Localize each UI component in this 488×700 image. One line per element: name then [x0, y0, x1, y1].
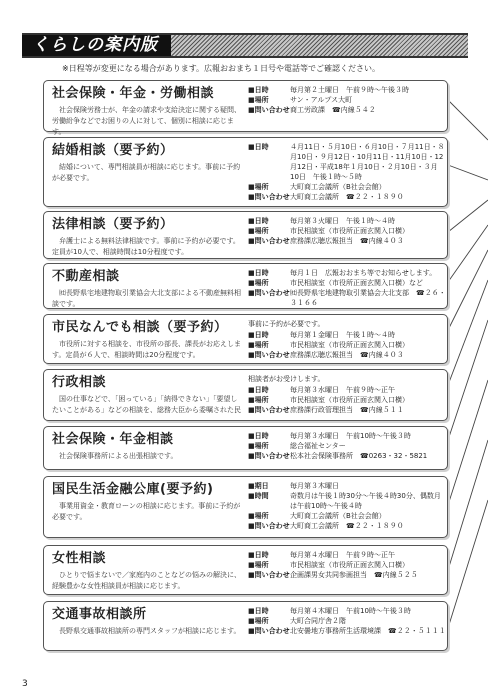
- label-datetime: ■日時: [248, 551, 269, 559]
- section-kotsu-jiko: [43, 601, 448, 651]
- section-description: 国の仕事などで、「困っている」「納得できない」「要望したいことがある」などの相談を、総務大臣から委嘱された民: [52, 395, 241, 414]
- label-datetime: ■日時: [248, 269, 269, 277]
- label-datetime: ■日時: [248, 217, 269, 225]
- label-contact: ■問い合わせ: [248, 237, 290, 245]
- section-title: 社会保険・年金・労働相談: [52, 86, 215, 101]
- value-place: 市民相談室（市役所正面玄関入口横）など: [290, 279, 423, 287]
- title-band: [22, 33, 468, 58]
- value-contact: 庶務課広聴広報担当 ☎内線４０３: [290, 237, 404, 245]
- section-title: 女性相談: [52, 551, 107, 566]
- value-contact: 大町商工会議所 ☎２２・１８９０: [290, 522, 404, 530]
- label-place: ■場所: [248, 341, 269, 349]
- section-description: 結婚について、専門相談員が相談に応じます。事前に予約が必要です。: [52, 163, 241, 182]
- label-contact: ■問い合わせ: [248, 106, 290, 114]
- value-place: 市民相談室（市役所正面玄関入口横）: [290, 341, 409, 349]
- value-datetime: 毎月第３水曜日 午前９時～正午: [290, 386, 395, 394]
- section-title: 行政相談: [52, 375, 107, 390]
- page-title: くらしの案内版: [22, 35, 171, 56]
- label-place: ■場所: [248, 396, 269, 404]
- value-contact: 庶務課広聴広報担当 ☎内線４０３: [290, 351, 404, 359]
- label-contact: ■問い合わせ: [248, 289, 290, 297]
- section-description: 市役所に対する相談を、市役所の部長、課長がお応えします。定員が６人で、相談時間は20分程度です。: [52, 340, 241, 359]
- value-contact: 北安曇地方事務所生活環境課 ☎２２・５１１１: [290, 627, 446, 635]
- label-place: ■場所: [248, 183, 269, 191]
- section-description: ひとりで悩まないで／家庭内のことなどの悩みの解決に、経験豊かな女性相談員が相談に応じます。: [52, 571, 241, 590]
- label-place: ■場所: [248, 512, 269, 520]
- label-place: ■場所: [248, 279, 269, 287]
- notice-text: ※日程等が変更になる場合があります。広報おおまち１日号や電話等でご確認ください。: [62, 64, 381, 73]
- label-date: ■期日: [248, 482, 269, 490]
- section-title: 法律相談（要予約）: [52, 217, 174, 232]
- value-place: 市民相談室（市役所正面玄関入口横）: [290, 227, 409, 235]
- label-contact: ■問い合わせ: [248, 452, 290, 460]
- section-title: 社会保険・年金相談: [52, 432, 174, 447]
- label-datetime: ■日時: [248, 386, 269, 394]
- section-title: 市民なんでも相談（要予約）: [52, 320, 228, 335]
- section-title: 不動産相談: [52, 269, 120, 284]
- value-date: 毎月第３木曜日: [290, 482, 339, 490]
- label-place: ■場所: [248, 96, 269, 104]
- section-description: 長野県交通事故相談所の専門スタッフが相談に応じます。: [59, 627, 241, 635]
- section-horitsu: [43, 211, 448, 259]
- section-title: 結婚相談（要予約）: [52, 143, 174, 158]
- label-datetime: ■日時: [248, 432, 269, 440]
- label-place: ■場所: [248, 561, 269, 569]
- value-place: サン・アルプス大町: [290, 96, 353, 104]
- section-kokumin-seikatsu: [43, 476, 448, 538]
- label-place: ■場所: [248, 442, 269, 450]
- value-contact: ㈳長野県宅地建物取引業協会大北支部 ☎２６・３１６６: [290, 289, 446, 307]
- value-place: 市民相談室（市役所正面玄関入口横）: [290, 396, 409, 404]
- section-description: 弁護士による無料法律相談です。事前に予約が必要です。定員が10人で、相談時間は10分程度です。: [52, 237, 240, 256]
- label-contact: ■問い合わせ: [248, 193, 290, 201]
- label-place: ■場所: [248, 227, 269, 235]
- value-datetime: 毎月第４木曜日 午前10時～午後３時: [290, 607, 411, 615]
- section-description: 社会保険事務所による出張相談です。: [59, 452, 178, 460]
- value-contact: 庶務課行政管理担当 ☎内線５１１: [290, 406, 404, 414]
- section-shimin-nandemo: [43, 314, 448, 364]
- label-contact: ■問い合わせ: [248, 406, 290, 414]
- label-contact: ■問い合わせ: [248, 571, 290, 579]
- page-number: 3: [22, 679, 28, 689]
- label-contact: ■問い合わせ: [248, 627, 290, 635]
- section-shakai-hoken-nenkin: [43, 426, 448, 470]
- section-note: 相談者がお受けします。: [248, 375, 325, 383]
- label-datetime: ■日時: [248, 143, 269, 151]
- value-contact: 大町商工会議所 ☎２２・１８９０: [290, 193, 404, 201]
- value-datetime: 毎月第１金曜日 午後１時～４時: [290, 331, 395, 339]
- section-description: 事業用資金・教育ローンの相談に応じます。事前に予約が必要です。: [52, 502, 241, 521]
- value-datetime: 毎月第３水曜日 午前10時～午後３時: [290, 432, 411, 440]
- value-place: 総合福祉センター: [290, 442, 346, 450]
- value-datetime: 毎月１日 広報おおまち等でお知らせします。: [290, 269, 437, 277]
- label-contact: ■問い合わせ: [248, 522, 290, 530]
- label-datetime: ■日時: [248, 86, 269, 94]
- value-datetime: 毎月第３火曜日 午後１時～４時: [290, 217, 395, 225]
- value-place: 大町商工会議所（B社会会館）: [290, 512, 386, 520]
- section-description: 社会保険労務士が、年金の請求や支給決定に関する疑問、労働紛争などでお困りの人に対して、個別に相談に応じます。: [52, 106, 241, 136]
- label-contact: ■問い合わせ: [248, 351, 290, 359]
- value-contact: 商工労政課 ☎内線５４２: [290, 106, 376, 114]
- label-place: ■場所: [248, 617, 269, 625]
- value-place: 大町合同庁舎２階: [290, 617, 346, 625]
- section-description: ㈳長野県宅地建物取引業協会大北支部による不動産無料相談です。: [52, 289, 241, 308]
- section-fudosan: [43, 263, 448, 309]
- label-datetime: ■日時: [248, 331, 269, 339]
- section-title: 交通事故相談所: [52, 607, 147, 622]
- value-time: 奇数月は午後１時30分～午後４時30分、偶数月は午前10時～午後４時: [290, 492, 441, 510]
- section-josei: [43, 545, 448, 595]
- section-shakai-hoken-rodo: [43, 80, 448, 136]
- section-kekkon: [43, 137, 448, 207]
- value-place: 市民相談室（市役所正面玄関入口横）: [290, 561, 409, 569]
- value-contact: 松本社会保険事務所 ☎0263・32・5821: [290, 452, 428, 460]
- value-place: 大町商工会議所（B社会会館）: [290, 183, 386, 191]
- value-datetime: 毎月第２土曜日 午前９時～午後３時: [290, 86, 409, 94]
- label-time: ■時間: [248, 492, 269, 500]
- value-contact: 企画課男女共同参画担当 ☎内線５２５: [290, 571, 418, 579]
- value-datetime: ４月11日・５月10日・６月10日・７月11日・８月10日・９月12日・10月11日・11月10日・12月12日・平成18年１月10日・２月10日・３月10日 午後１時～５時: [290, 143, 445, 181]
- value-datetime: 毎月第４水曜日 午前９時～正午: [290, 551, 395, 559]
- label-datetime: ■日時: [248, 607, 269, 615]
- section-gyosei: [43, 369, 448, 421]
- section-title: 国民生活金融公庫(要予約): [52, 482, 214, 497]
- section-note: 事前に予約が必要です。: [248, 320, 325, 328]
